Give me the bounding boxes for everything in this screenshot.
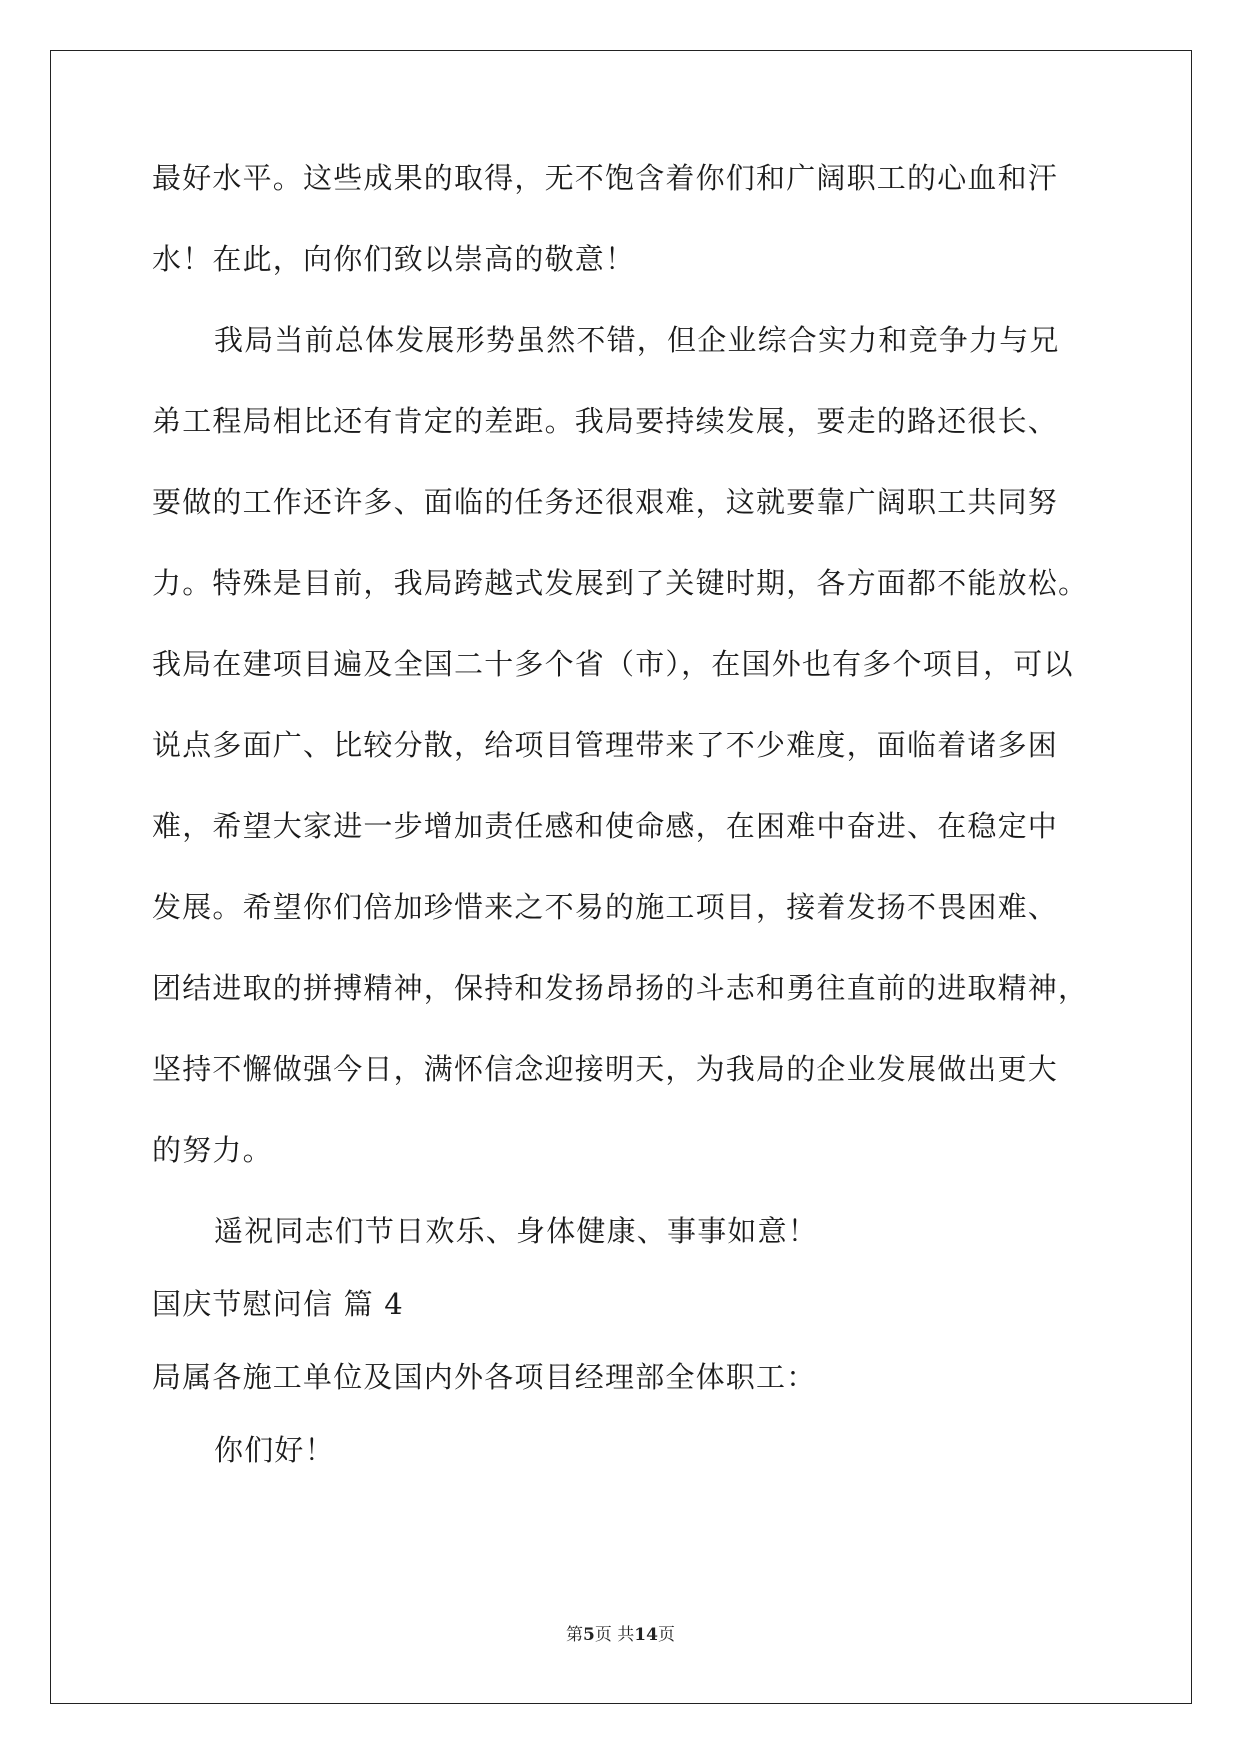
- text-line: 最好水平。这些成果的取得，无不饱含着你们和广阔职工的心血和汗: [152, 161, 1059, 195]
- text-line: 团结进取的拼搏精神，保持和发扬昂扬的斗志和勇往直前的进取精神，: [152, 971, 1089, 1005]
- page-footer: [0, 1620, 1241, 1645]
- text-line: 要做的工作还许多、面临的任务还很艰难，这就要靠广阔职工共同努: [152, 485, 1059, 519]
- text-line: 我局在建项目遍及全国二十多个省（市），在国外也有多个项目，可以: [152, 647, 1074, 681]
- text-line: 说点多面广、比较分散，给项目管理带来了不少难度，面临着诸多困: [152, 728, 1059, 762]
- text-line: 的努力。: [152, 1133, 273, 1167]
- text-line: 发展。希望你们倍加珍惜来之不易的施工项目，接着发扬不畏困难、: [152, 890, 1059, 924]
- total-page-count: 14: [634, 1625, 658, 1645]
- text-line: 难，希望大家进一步增加责任感和使命感，在困难中奋进、在稳定中: [152, 809, 1059, 843]
- section-heading: 国庆节慰问信 篇 4: [152, 1287, 404, 1321]
- text-line: 力。特殊是目前，我局跨越式发展到了关键时期，各方面都不能放松。: [152, 566, 1089, 600]
- text-line: 水！在此，向你们致以崇高的敬意！: [152, 242, 636, 276]
- footer-suffix: 页: [657, 1625, 675, 1645]
- text-line: 弟工程局相比还有肯定的差距。我局要持续发展，要走的路还很长、: [152, 404, 1059, 438]
- document-body: [152, 160, 1112, 1513]
- closing-wish: 遥祝同志们节日欢乐、身体健康、事事如意！: [214, 1214, 819, 1248]
- salutation: 局属各施工单位及国内外各项目经理部全体职工：: [152, 1360, 817, 1394]
- text-line: 坚持不懈做强今日，满怀信念迎接明天，为我局的企业发展做出更大: [152, 1052, 1059, 1086]
- current-page-number: 5: [583, 1625, 595, 1645]
- paragraph-start: 我局当前总体发展形势虽然不错，但企业综合实力和竞争力与兄: [214, 323, 1060, 357]
- footer-prefix: 第: [566, 1625, 584, 1645]
- footer-middle: 页 共: [594, 1625, 635, 1645]
- greeting: 你们好！: [214, 1433, 335, 1467]
